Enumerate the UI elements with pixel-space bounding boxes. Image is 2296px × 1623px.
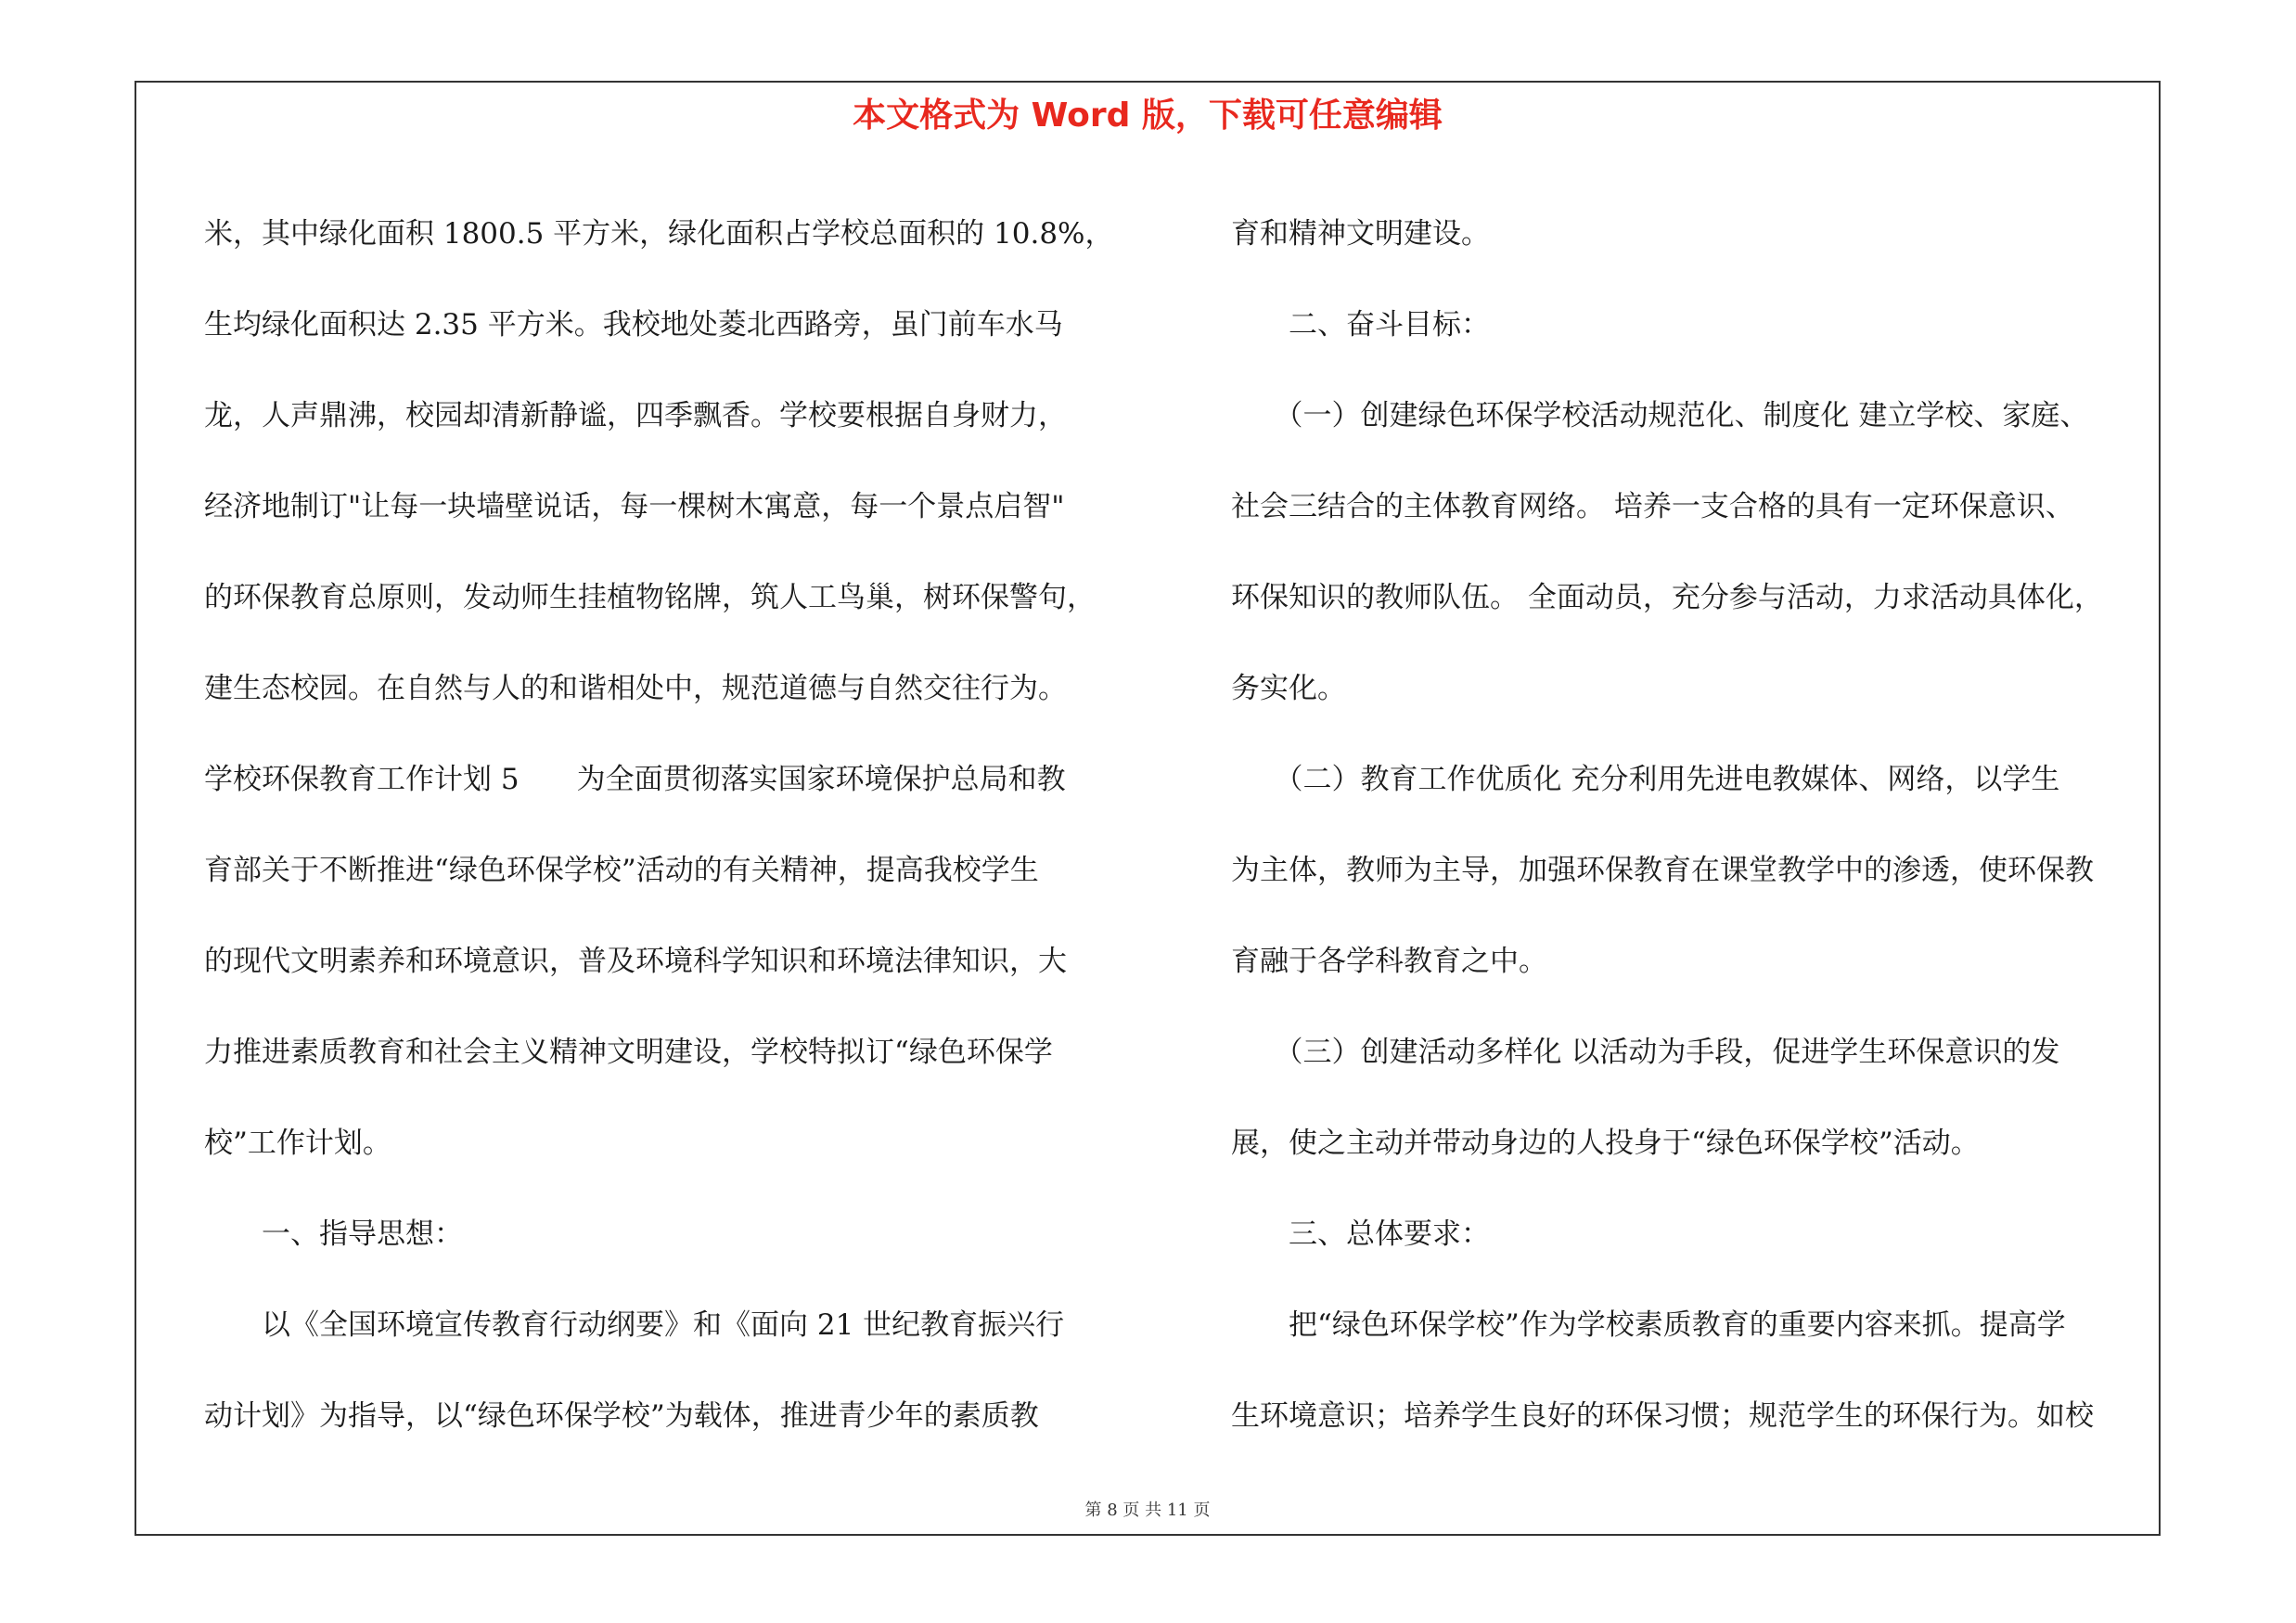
text-line: 的现代文明素养和环境意识，普及环境科学知识和环境法律知识，大: [204, 945, 1067, 978]
text-line: 以《全国环境宣传教育行动纲要》和《面向 21 世纪教育振兴行: [204, 1308, 1065, 1342]
text-line: 建生态校园。在自然与人的和谐相处中，规范道德与自然交往行为。: [204, 672, 1067, 705]
page-frame: [135, 81, 2161, 1536]
section-heading: 一、指导思想：: [204, 1217, 463, 1251]
header-banner: 本文格式为 Word 版，下载可任意编辑: [853, 97, 1443, 135]
text-line: 的环保教育总原则，发动师生挂植物铭牌，筑人工鸟巢，树环保警句，: [204, 581, 1096, 614]
text-line: 把“绿色环保学校”作为学校素质教育的重要内容来抓。提高学: [1231, 1308, 2066, 1342]
text-line: 校”工作计划。: [204, 1127, 391, 1160]
text-line: （一）创建绿色环保学校活动规范化、制度化 建立学校、家庭、: [1231, 399, 2089, 432]
text-line: 务实化。: [1231, 672, 1346, 705]
section-heading: 三、总体要求：: [1231, 1217, 1490, 1251]
text-line: 育部关于不断推进“绿色环保学校”活动的有关精神，提高我校学生: [204, 854, 1039, 887]
section-heading: 二、奋斗目标：: [1231, 308, 1490, 341]
text-line: （三）创建活动多样化 以活动为手段，促进学生环保意识的发: [1231, 1036, 2060, 1069]
text-line: 学校环保教育工作计划 5 为全面贯彻落实国家环境保护总局和教: [204, 763, 1066, 796]
text-line: 经济地制订"让每一块墙壁说话，每一棵树木寓意，每一个景点启智": [204, 490, 1065, 523]
text-line: 力推进素质教育和社会主义精神文明建设，学校特拟订“绿色环保学: [204, 1036, 1053, 1069]
text-line: 育融于各学科教育之中。: [1231, 945, 1547, 978]
text-line: 育和精神文明建设。: [1231, 217, 1490, 251]
text-line: 动计划》为指导，以“绿色环保学校”为载体，推进青少年的素质教: [204, 1399, 1039, 1433]
text-line: （二）教育工作优质化 充分利用先进电教媒体、网络，以学生: [1231, 763, 2060, 796]
left-column: [204, 188, 1160, 1462]
text-line: 米，其中绿化面积 1800.5 平方米，绿化面积占学校总面积的 10.8%，: [204, 217, 1114, 251]
right-column: [1231, 188, 2159, 1462]
text-line: 生均绿化面积达 2.35 平方米。我校地处菱北西路旁，虽门前车水马: [204, 308, 1063, 341]
text-line: 环保知识的教师队伍。 全面动员，充分参与活动，力求活动具体化，: [1231, 581, 2103, 614]
text-line: 生环境意识；培养学生良好的环保习惯；规范学生的环保行为。如校: [1231, 1399, 2094, 1433]
text-line: 社会三结合的主体教育网络。 培养一支合格的具有一定环保意识、: [1231, 490, 2074, 523]
text-line: 龙，人声鼎沸，校园却清新静谧，四季飘香。学校要根据自身财力，: [204, 399, 1067, 432]
page-number: 第 8 页 共 11 页: [1084, 1501, 1211, 1520]
text-line: 为主体，教师为主导，加强环保教育在课堂教学中的渗透，使环保教: [1231, 854, 2094, 887]
text-line: 展，使之主动并带动身边的人投身于“绿色环保学校”活动。: [1231, 1127, 1980, 1160]
